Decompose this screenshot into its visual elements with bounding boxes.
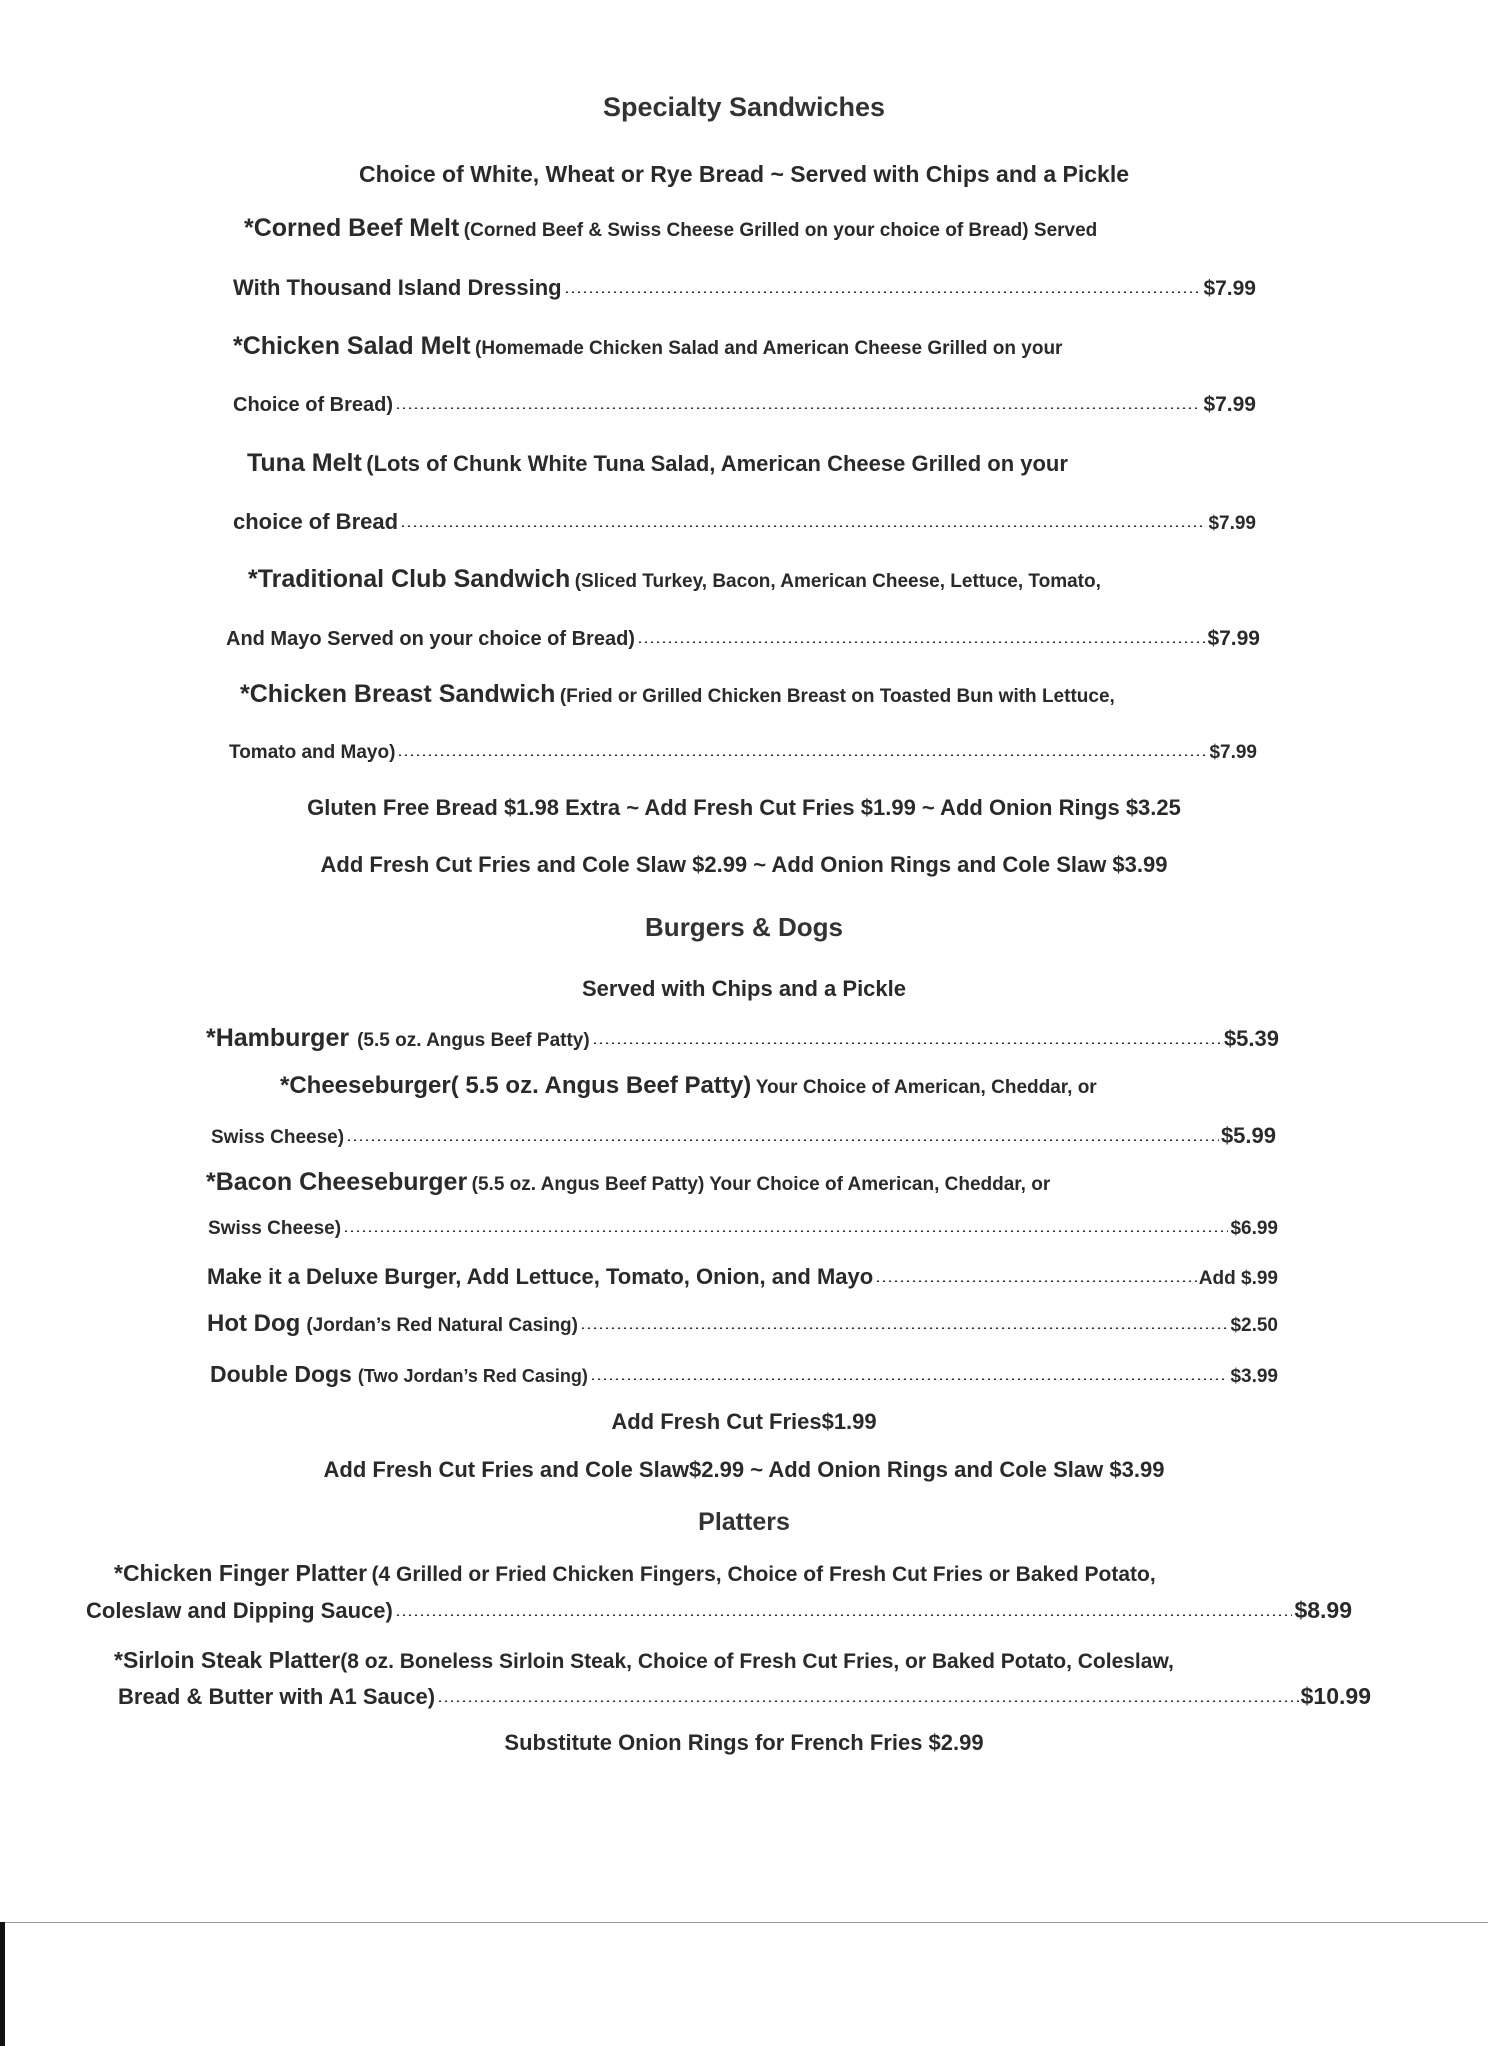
item-name: *Chicken Finger Platter: [114, 1560, 368, 1586]
corned-beef-line: [244, 214, 1097, 243]
item-cont: Coleslaw and Dipping Sauce): [86, 1598, 393, 1623]
item-name: *Sirloin Steak Platter: [114, 1647, 341, 1673]
item-price: $8.99: [1294, 1597, 1352, 1623]
item-name: Make it a Deluxe Burger, Add Lettuce, Tomato, Onion, and Mayo: [207, 1264, 874, 1289]
item-price: $5.99: [1220, 1123, 1276, 1148]
burgers-title: Burgers & Dogs: [645, 912, 843, 942]
scan-border: [0, 1922, 5, 2046]
leader-dots: [580, 1327, 1228, 1329]
leader-dots: [592, 1042, 1222, 1044]
item-cont: With Thousand Island Dressing: [233, 275, 562, 300]
leader-dots: [637, 641, 1205, 643]
item-cont: Swiss Cheese): [211, 1127, 345, 1148]
item-name: *Corned Beef Melt: [244, 214, 460, 242]
platters-title: Platters: [698, 1508, 790, 1536]
item-name: *Chicken Salad Melt: [233, 332, 471, 360]
item-cont: Swiss Cheese): [208, 1218, 342, 1239]
chicken-salad-price-line: [233, 393, 1256, 417]
bacon-cheeseburger-line: [206, 1168, 1050, 1197]
item-desc: (Two Jordan’s Red Casing): [357, 1366, 588, 1386]
item-price: $7.99: [1209, 742, 1257, 763]
sandwiches-subtitle: Choice of White, Wheat or Rye Bread ~ Served with Chips and a Pickle: [358, 161, 1130, 187]
item-name: *Cheeseburger( 5.5 oz. Angus Beef Patty): [280, 1072, 752, 1099]
item-cont: choice of Bread: [233, 509, 399, 534]
item-desc: (Lots of Chunk White Tuna Salad, American Cheese Grilled on your: [366, 451, 1068, 476]
item-name: *Chicken Breast Sandwich: [240, 680, 556, 708]
item-name: Tuna Melt: [247, 449, 362, 477]
item-desc: (Sliced Turkey, Bacon, American Cheese, Lettuce, Tomato,: [574, 571, 1101, 592]
item-desc: (Fried or Grilled Chicken Breast on Toasted Bun with Lettuce,: [559, 686, 1115, 707]
leader-dots: [590, 1378, 1229, 1380]
burgers-addon-1: Add Fresh Cut Fries$1.99: [611, 1409, 877, 1434]
club-sandwich-price-line: [226, 627, 1260, 651]
item-price: $7.99: [1203, 393, 1256, 416]
sandwiches-addon-1: Gluten Free Bread $1.98 Extra ~ Add Fresh Cut Fries $1.99 ~ Add Onion Rings $3.25: [307, 795, 1181, 820]
sirloin-platter-line: [114, 1647, 1174, 1674]
tuna-melt-price-line: [233, 509, 1256, 535]
leader-dots: [346, 1139, 1219, 1141]
leader-dots: [395, 1614, 1293, 1616]
burgers-subtitle: Served with Chips and a Pickle: [582, 976, 906, 1001]
leader-dots: [343, 1230, 1228, 1232]
double-dogs-line: [210, 1361, 1278, 1388]
item-desc: (Homemade Chicken Salad and American Cheese Grilled on your: [475, 338, 1063, 359]
item-price: $7.99: [1207, 627, 1260, 650]
corned-beef-price-line: [233, 275, 1256, 301]
item-desc: (Jordan’s Red Natural Casing): [306, 1315, 578, 1336]
item-desc: (Corned Beef & Swiss Cheese Grilled on your choice of Bread) Served: [463, 220, 1098, 241]
leader-dots: [397, 754, 1207, 756]
item-price: $6.99: [1230, 1218, 1278, 1239]
item-name: *Hamburger: [206, 1024, 350, 1052]
sandwiches-addon-2: Add Fresh Cut Fries and Cole Slaw $2.99 ~ Add Onion Rings and Cole Slaw $3.99: [320, 852, 1168, 877]
sirloin-platter-price-line: [118, 1683, 1371, 1710]
chicken-salad-line: [233, 332, 1062, 361]
cheeseburger-price-line: [211, 1123, 1276, 1149]
item-desc: (4 Grilled or Fried Chicken Fingers, Choice of Fresh Cut Fries or Baked Potato,: [371, 1563, 1156, 1586]
item-name: *Bacon Cheeseburger: [206, 1168, 468, 1196]
item-desc: Your Choice of American, Cheddar, or: [755, 1077, 1097, 1098]
page-bottom-edge: [0, 1922, 1488, 1923]
item-cont: Choice of Bread): [233, 394, 394, 416]
item-price: $2.50: [1230, 1315, 1278, 1336]
item-name: Hot Dog: [207, 1310, 301, 1337]
bacon-cheeseburger-price-line: [208, 1218, 1278, 1240]
chicken-finger-platter-line: [114, 1560, 1156, 1587]
item-price: $7.99: [1203, 277, 1256, 300]
item-price: $5.39: [1223, 1026, 1279, 1051]
item-cont: Bread & Butter with A1 Sauce): [118, 1684, 436, 1709]
tuna-melt-line: [247, 449, 1068, 478]
leader-dots: [875, 1280, 1197, 1282]
leader-dots: [395, 407, 1201, 409]
burgers-addon-2: Add Fresh Cut Fries and Cole Slaw$2.99 ~ Add Onion Rings and Cole Slaw $3.99: [323, 1457, 1165, 1482]
chicken-breast-line: [240, 680, 1115, 709]
item-price: Add $.99: [1198, 1268, 1278, 1289]
leader-dots: [564, 291, 1202, 293]
hot-dog-line: [207, 1310, 1278, 1338]
item-price: $10.99: [1300, 1683, 1371, 1709]
item-price: $3.99: [1230, 1366, 1278, 1387]
item-cont: Tomato and Mayo): [229, 742, 396, 763]
item-desc: (5.5 oz. Angus Beef Patty) Your Choice of American, Cheddar, or: [471, 1174, 1051, 1195]
item-desc: (5.5 oz. Angus Beef Patty): [357, 1030, 590, 1051]
item-name: *Traditional Club Sandwich: [248, 565, 571, 593]
leader-dots: [400, 525, 1206, 527]
item-cont: And Mayo Served on your choice of Bread): [226, 628, 635, 650]
item-price: $7.99: [1208, 513, 1256, 534]
chicken-breast-price-line: [229, 742, 1257, 764]
deluxe-burger-line: [207, 1264, 1278, 1290]
platters-substitute: Substitute Onion Rings for French Fries $2.99: [504, 1730, 984, 1755]
leader-dots: [437, 1700, 1299, 1702]
item-name: Double Dogs: [210, 1361, 352, 1387]
club-sandwich-line: [248, 565, 1101, 594]
chicken-finger-platter-price-line: [86, 1597, 1352, 1624]
hamburger-line: [206, 1024, 1279, 1053]
sandwiches-title: Specialty Sandwiches: [602, 92, 886, 122]
cheeseburger-line: [280, 1072, 1097, 1100]
item-desc: (8 oz. Boneless Sirloin Steak, Choice of Fresh Cut Fries, or Baked Potato, Coleslaw,: [340, 1650, 1174, 1673]
